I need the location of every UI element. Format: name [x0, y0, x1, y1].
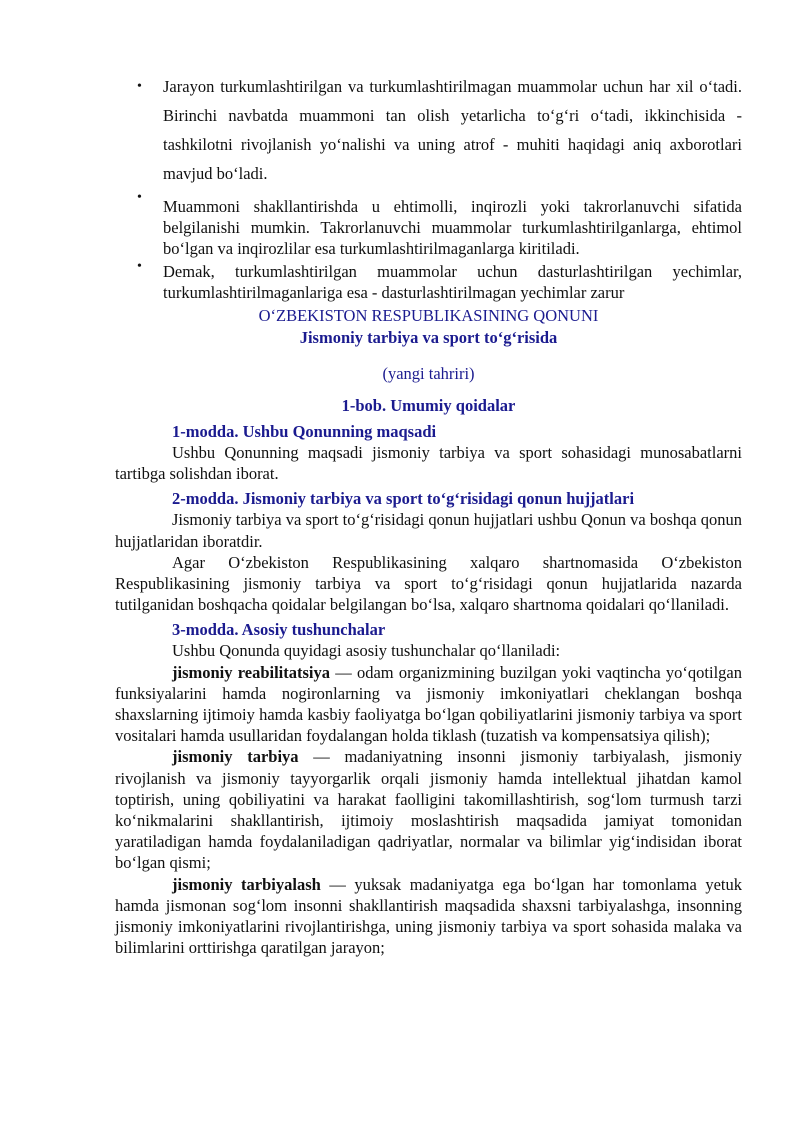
document-page: [115, 72, 742, 958]
article-1-heading: 1-modda. Ushbu Qonunning maqsadi: [172, 422, 437, 441]
article-2-heading: 2-modda. Jismoniy tarbiya va sport to‘g‘risidagi qonun hujjatlari: [172, 489, 635, 509]
chapter-heading: 1-bob. Umumiy qoidalar: [341, 396, 516, 415]
article-3-intro: Ushbu Qonunda quyidagi asosiy tushunchalar qo‘llaniladi:: [172, 641, 561, 661]
article-2-paragraph-2: Agar O‘zbekiston Respublikasining xalqaro shartnomasida O‘zbekiston Respublikasining jismoniy tarbiya va sport to‘g‘risidagi qonun hujjatlarida nazarda tutilganidan boshqacha qoidalar belgilangan bo‘lsa, xalqaro shartnoma qoidalari qo‘llaniladi.: [115, 552, 742, 615]
law-title: O‘ZBEKISTON RESPUBLIKASINING QONUNI: [258, 306, 599, 325]
definition-term: jismoniy tarbiya: [172, 747, 299, 767]
bullet-item: [115, 72, 742, 188]
definition-term: jismoniy tarbiyalash: [172, 874, 321, 894]
definition-text: — odam organizmining buzilgan yoki vaqtincha yo‘qotilgan funksiyalarini hamda nogironlarning va jismoniy imkoniyatlari cheklangan boshqa shaxslarning ijtimoiy hamda kasbiy faoliyatga bo‘lgan qobiliyatlarini jismoniy tarbiya va sport vositalari hamda usullaridan foydalangan holda tiklash (tuzatish va kompensatsiya qilish);: [115, 662, 742, 746]
definition-paragraph: [115, 662, 742, 747]
bullet-item: [115, 190, 742, 259]
bullet-text: Demak, turkumlashtirilgan muammolar uchun dasturlashtirilgan yechimlar, turkumlashtirilmaganlariga esa - dasturlashtirilmagan yechimlar zarur: [163, 262, 742, 302]
law-edition: (yangi tahriri): [382, 364, 475, 383]
article-1-paragraph: Ushbu Qonunning maqsadi jismoniy tarbiya va sport sohasidagi munosabatlarni tartibga solishdan iborat.: [115, 443, 742, 484]
law-subtitle: Jismoniy tarbiya va sport to‘g‘risida: [299, 328, 558, 347]
definition-paragraph: [115, 746, 742, 873]
definition-paragraph: [115, 874, 742, 959]
definition-term: jismoniy reabilitatsiya: [172, 662, 330, 682]
bullet-item: [115, 261, 742, 303]
article-3-heading: 3-modda. Asosiy tushunchalar: [172, 620, 386, 640]
bullet-text: Jarayon turkumlashtirilgan va turkumlashtirilmagan muammolar uchun har xil o‘tadi. Birinchi navbatda muammoni tan olish yetarlicha to‘g‘ri o‘tadi, ikkinchisida - tashkilotni rivojlanish yo‘nalishi va uning atrof - muhiti haqidagi aniq axborotlari mavjud bo‘ladi.: [163, 77, 742, 183]
bullet-icon: •: [137, 190, 142, 205]
article-2-paragraph-1: Jismoniy tarbiya va sport to‘g‘risidagi qonun hujjatlari ushbu Qonun va boshqa qonun hujjatlaridan iboratdir.: [115, 510, 742, 551]
bullet-icon: •: [137, 79, 142, 94]
bullet-icon: •: [137, 259, 142, 274]
bullet-text: Muammoni shakllantirishda u ehtimolli, inqirozli yoki takrorlanuvchi sifatida belgilanishi mumkin. Takrorlanuvchi muammolar turkumlashtirilganlarga, ehtimol bo‘lgan va inqirozlilar esa turkumlashtirilmaganlarga kiritiladi.: [163, 197, 742, 258]
definition-text: — madaniyatning insonni jismoniy tarbiyalash, jismoniy rivojlanish va jismoniy tayyorgarlik orqali jismoniy hamda intellektual jihatdan kamol toptirish, uning qobiliyatini va harakat faolligini takomillashtirish, sog‘lom turmush tarzi ko‘nikmalarini shakllantirish, ijtimoiy moslashtirish maqsadida jamiyat tomonidan yaratiladigan hamda foydalaniladigan qadriyatlar, normalar va bilimlar yig‘indisidan iborat bo‘lgan qismi;: [115, 747, 742, 873]
definition-text: — yuksak madaniyatga ega bo‘lgan har tomonlama yetuk hamda jismonan sog‘lom insonni shakllantirish maqsadida shaxsni tarbiyalashga, insonning jismoniy imkoniyatlarini rivojlantirishga, uning jismoniy tarbiya va sport sohasida malaka va bilimlarini orttirishga qaratilgan jarayon;: [115, 874, 742, 958]
